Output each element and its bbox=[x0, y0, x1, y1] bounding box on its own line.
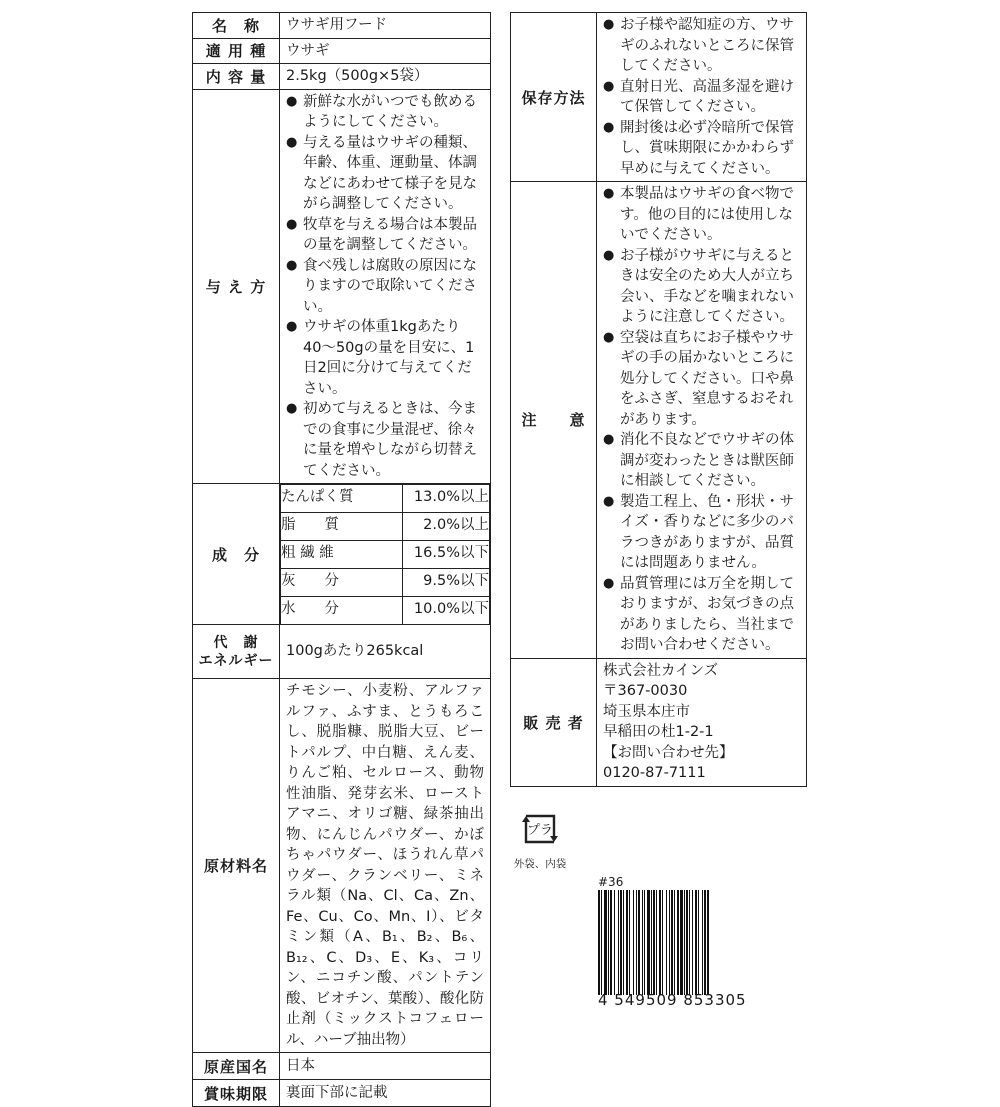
caution-label: 注 意 bbox=[511, 182, 597, 659]
feeding-label: 与 え 方 bbox=[193, 89, 280, 484]
composition-name: たんぱく質 bbox=[281, 485, 403, 513]
energy-label-line: エネルギー bbox=[198, 652, 274, 669]
composition-row bbox=[281, 513, 490, 541]
recycle-label: 外袋、内袋 bbox=[513, 858, 567, 870]
seller-line: 株式会社カインズ bbox=[603, 662, 719, 679]
species-value: ウサギ bbox=[280, 38, 491, 64]
composition-name: 水 分 bbox=[281, 597, 403, 625]
origin-label: 原産国名 bbox=[193, 1053, 280, 1080]
composition-cell bbox=[280, 484, 491, 625]
composition-row bbox=[281, 597, 490, 625]
name-label: 名 称 bbox=[193, 13, 280, 39]
storage-item: ● 直射日光、高温多湿を避けて保管してください。 bbox=[603, 77, 800, 118]
product-spec-table bbox=[192, 12, 491, 1107]
energy-label bbox=[193, 625, 280, 679]
storage-item: ● 開封後は必ず冷暗所で保管し、賞味期限にかかわらず早めに与えてください。 bbox=[603, 118, 800, 180]
caution-item: ● 消化不良などでウサギの体調が変わったときは獣医師に相談してください。 bbox=[603, 430, 800, 492]
composition-table bbox=[280, 484, 490, 624]
barcode bbox=[598, 875, 806, 1009]
content-label: 内 容 量 bbox=[193, 64, 280, 90]
seller-line: 埼玉県本庄市 bbox=[603, 703, 690, 720]
seller-line: 0120-87-7111 bbox=[603, 765, 706, 781]
composition-value: 13.0%以上 bbox=[403, 485, 490, 513]
ingredients-label: 原材料名 bbox=[193, 679, 280, 1053]
seller-info bbox=[597, 658, 807, 786]
composition-row bbox=[281, 485, 490, 513]
ingredients-value: チモシー、小麦粉、アルファルファ、ふすま、とうもろこし、脱脂糠、脱脂大豆、ビートパルプ、中白糖、えん麦、りんご粕、セルロース、動物性油脂、発芽玄米、ローストアマニ、オリゴ糖、緑茶抽出物、にんじんパウダー、かぼちゃパウダー、ほうれん草パウダー、クランベリー、ミネラル類（Na、Cl、Ca、Zn、Fe、Cu、Co、Mn、I）、ビタミン類（A、B₁、B₂、B₆、B₁₂、C、D₃、E、K₃、コリン、ニコチン酸、パントテン酸、ビオチン、葉酸）、酸化防止剤（ミックストコフェロール、ハーブ抽出物） bbox=[280, 679, 491, 1053]
feeding-item: ● 食べ残しは腐敗の原因になりますので取除いてください。 bbox=[286, 256, 484, 318]
content-value: 2.5kg（500g×5袋） bbox=[280, 64, 491, 90]
feeding-item: ● 初めて与えるときは、今までの食事に少量混ぜ、徐々に量を増やしながら切替えてください。 bbox=[286, 399, 484, 481]
composition-label: 成 分 bbox=[193, 484, 280, 625]
composition-name: 灰 分 bbox=[281, 569, 403, 597]
species-label: 適 用 種 bbox=[193, 38, 280, 64]
feeding-item: ● 牧草を与える場合は本製品の量を調整してください。 bbox=[286, 215, 484, 256]
recycle-mark bbox=[508, 808, 572, 871]
plastic-recycle-icon bbox=[520, 808, 560, 850]
caution-item: ● 空袋は直ちにお子様やウサギの手の届かないところに処分してください。口や鼻をふさぎ、窒息するおそれがあります。 bbox=[603, 328, 800, 431]
barcode-bar bbox=[709, 890, 710, 995]
composition-row bbox=[281, 541, 490, 569]
barcode-top-label: #36 bbox=[598, 875, 624, 889]
seller-line: 早稲田の杜1-2-1 bbox=[603, 724, 714, 740]
composition-name: 粗 繊 維 bbox=[281, 541, 403, 569]
name-value: ウサギ用フード bbox=[280, 13, 491, 39]
composition-value: 2.0%以上 bbox=[403, 513, 490, 541]
feeding-list bbox=[280, 89, 491, 484]
feeding-item: ● 与える量はウサギの種類、年齢、体重、運動量、体調などにあわせて様子を見ながら調整してください。 bbox=[286, 133, 484, 215]
handling-table bbox=[510, 12, 807, 787]
barcode-digits: 4 549509 853305 bbox=[598, 991, 806, 1009]
composition-value: 10.0%以下 bbox=[403, 597, 490, 625]
seller-line: 【お問い合わせ先】 bbox=[603, 744, 734, 761]
caution-item: ● 本製品はウサギの食べ物です。他の目的には使用しないでください。 bbox=[603, 184, 800, 246]
caution-item: ● 品質管理には万全を期しておりますが、お気づきの点がありましたら、当社までお問い合わせください。 bbox=[603, 574, 800, 656]
composition-row bbox=[281, 569, 490, 597]
seller-line: 〒367-0030 bbox=[603, 683, 688, 699]
caution-list bbox=[597, 182, 807, 659]
storage-item: ● お子様や認知症の方、ウサギのふれないところに保管してください。 bbox=[603, 15, 800, 77]
composition-name: 脂 質 bbox=[281, 513, 403, 541]
composition-value: 16.5%以下 bbox=[403, 541, 490, 569]
storage-label: 保存方法 bbox=[511, 13, 597, 182]
composition-value: 9.5%以下 bbox=[403, 569, 490, 597]
barcode-bars bbox=[598, 890, 806, 995]
energy-value: 100gあたり265kcal bbox=[280, 625, 491, 679]
origin-value: 日本 bbox=[280, 1053, 491, 1080]
caution-item: ● お子様がウサギに与えるときは安全のため大人が立ち会い、手などを噛まれないように注意してください。 bbox=[603, 246, 800, 328]
feeding-item: ● 新鮮な水がいつでも飲めるようにしてください。 bbox=[286, 92, 484, 133]
feeding-item: ● ウサギの体重1kgあたり40〜50gの量を目安に、1日2回に分けて与えてください。 bbox=[286, 317, 484, 399]
recycle-symbol: プラ bbox=[526, 823, 554, 838]
energy-label-line: 代 謝 bbox=[213, 634, 259, 651]
caution-item: ● 製造工程上、色・形状・サイズ・香りなどに多少のバラつきがありますが、品質には問題ありません。 bbox=[603, 492, 800, 574]
expiry-value: 裏面下部に記載 bbox=[280, 1080, 491, 1107]
storage-list bbox=[597, 13, 807, 182]
seller-label: 販 売 者 bbox=[511, 658, 597, 786]
expiry-label: 賞味期限 bbox=[193, 1080, 280, 1107]
